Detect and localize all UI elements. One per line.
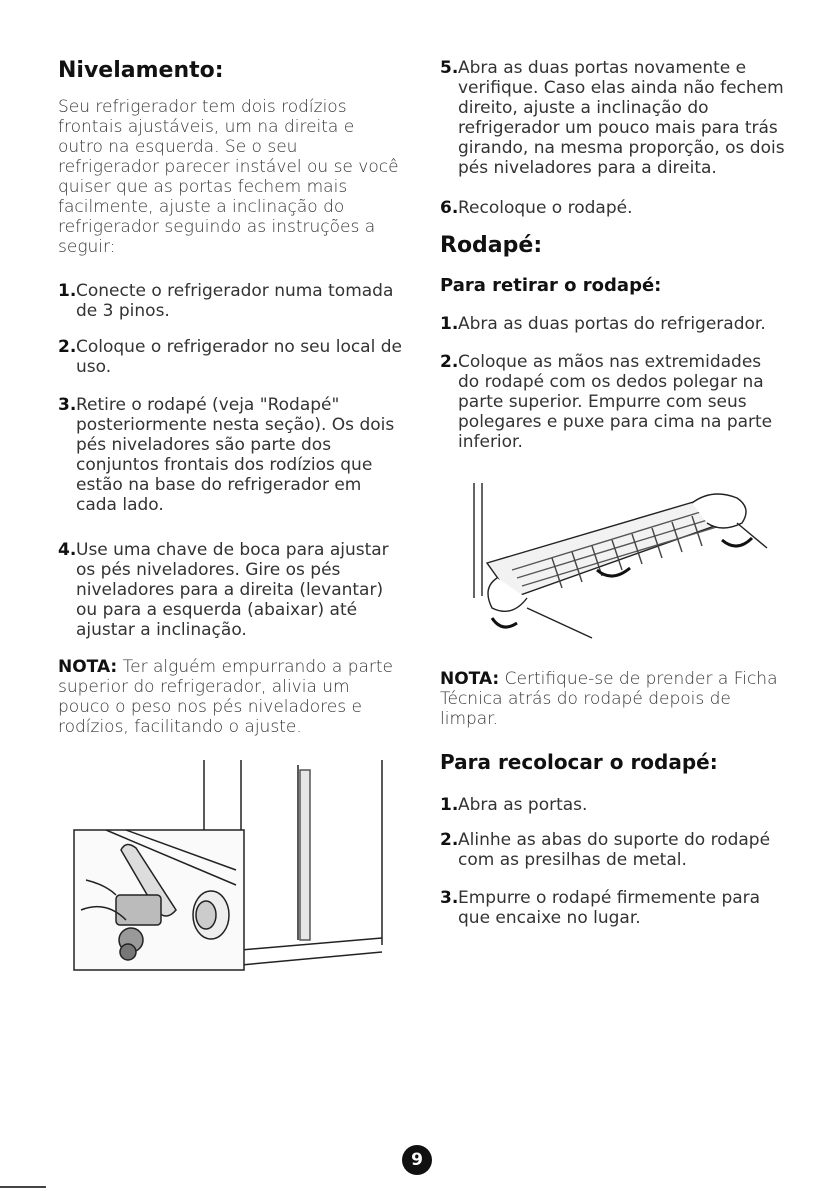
step-number: 1. bbox=[440, 314, 459, 334]
step-text: Use uma chave de boca para ajustar os pés niveladores. Gire os pés niveladores para a direita (levantar) ou para a esquerda (abaixar) até ajustar a inclinação. bbox=[76, 540, 389, 640]
nota-label: NOTA: bbox=[440, 669, 500, 689]
list-item bbox=[440, 58, 785, 178]
list-item bbox=[440, 314, 785, 334]
step-number: 2. bbox=[440, 352, 459, 372]
step-text: Coloque as mãos nas extremidades do rodapé com os dedos polegar na parte superior. Empurre com seus polegares e puxe para cima na parte inferior. bbox=[458, 352, 773, 452]
list-item bbox=[58, 337, 403, 377]
subheading-recolocar: Para recolocar o rodapé: bbox=[440, 750, 718, 774]
list-item bbox=[440, 830, 785, 870]
step-number: 4. bbox=[58, 540, 77, 560]
step-number: 1. bbox=[440, 795, 459, 815]
nota-label: NOTA: bbox=[58, 657, 118, 677]
subheading-retirar: Para retirar o rodapé: bbox=[440, 275, 662, 296]
step-number: 3. bbox=[58, 395, 77, 415]
list-item bbox=[440, 198, 785, 218]
intro-paragraph: Seu refrigerador tem dois rodízios frontais ajustáveis, um na direita e outro na esquerda. Se o seu refrigerador parecer instável ou se você quiser que as portas fechem mais facilmente, ajuste a inclinação do refrigerador seguindo as instruções a seguir: bbox=[58, 97, 399, 257]
step-number: 6. bbox=[440, 198, 459, 218]
list-item bbox=[58, 281, 403, 321]
list-item bbox=[58, 395, 403, 515]
step-text: Abra as portas. bbox=[458, 795, 588, 815]
list-item bbox=[440, 352, 785, 452]
step-number: 3. bbox=[440, 888, 459, 908]
nota-paragraph bbox=[58, 657, 403, 737]
step-number: 2. bbox=[440, 830, 459, 850]
section-heading-nivelamento: Nivelamento: bbox=[58, 58, 224, 83]
step-text: Abra as duas portas do refrigerador. bbox=[458, 314, 766, 334]
step-text: Retire o rodapé (veja "Rodapé" posteriormente nesta seção). Os dois pés niveladores são parte dos conjuntos frontais dos rodízios que estão na base do refrigerador em cada lado. bbox=[76, 395, 395, 515]
step-text: Alinhe as abas do suporte do rodapé com as presilhas de metal. bbox=[458, 830, 771, 870]
step-number: 5. bbox=[440, 58, 459, 78]
nota-text: Ter alguém empurrando a parte superior do refrigerador, alivia um pouco o peso nos pés niveladores e rodízios, facilitando o ajuste. bbox=[58, 657, 394, 737]
step-text: Empurre o rodapé firmemente para que encaixe no lugar. bbox=[458, 888, 761, 928]
step-text: Abra as duas portas novamente e verifique. Caso elas ainda não fechem direito, ajuste a inclinação do refrigerador um pouco mais para trás girando, na mesma proporção, os dois pés niveladores para a direita. bbox=[458, 58, 785, 178]
base-grille-removal-illustration bbox=[452, 478, 772, 648]
leveling-foot-illustration bbox=[66, 760, 396, 978]
step-text: Coloque o refrigerador no seu local de uso. bbox=[76, 337, 402, 377]
nota-paragraph bbox=[440, 669, 785, 729]
list-item bbox=[58, 540, 403, 640]
page-number-badge: 9 bbox=[402, 1145, 432, 1175]
section-heading-rodape: Rodapé: bbox=[440, 233, 543, 258]
step-text: Recoloque o rodapé. bbox=[458, 198, 633, 218]
list-item bbox=[440, 795, 785, 815]
list-item bbox=[440, 888, 785, 928]
step-number: 1. bbox=[58, 281, 77, 301]
nota-text: Certifique-se de prender a Ficha Técnica atrás do rodapé depois de limpar. bbox=[440, 669, 778, 729]
step-text: Conecte o refrigerador numa tomada de 3 pinos. bbox=[76, 281, 394, 321]
step-number: 2. bbox=[58, 337, 77, 357]
footer-rule bbox=[0, 1186, 46, 1188]
